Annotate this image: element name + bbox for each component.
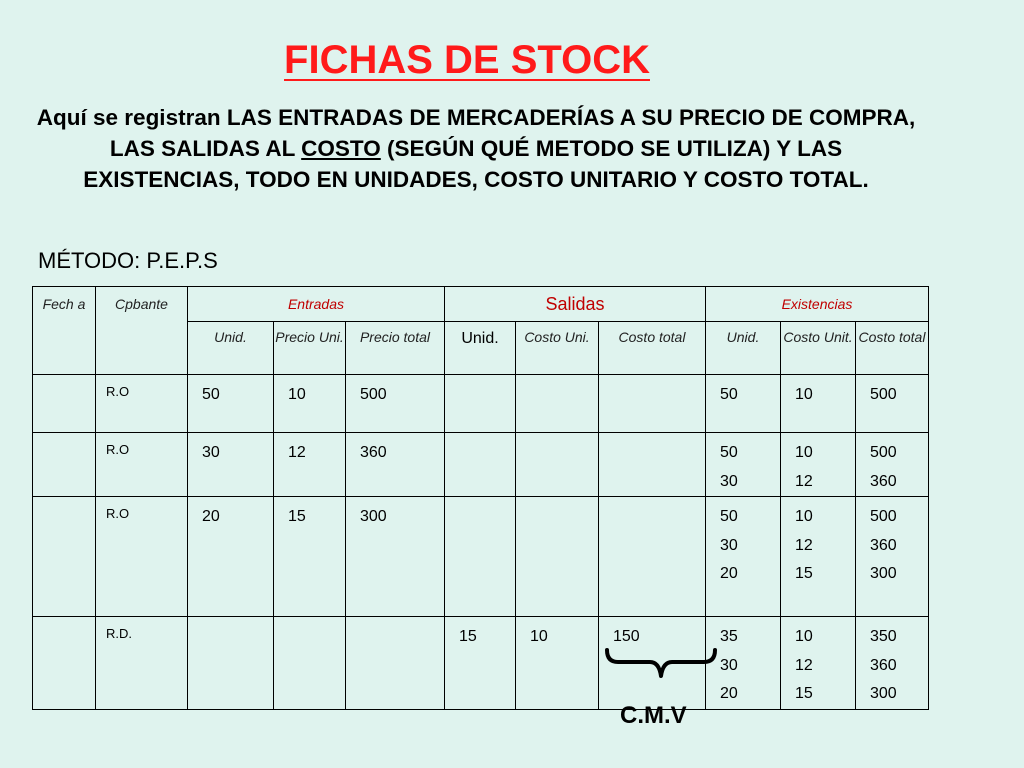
table-row [33, 433, 929, 497]
sal-total-cell [599, 433, 706, 497]
sal-unid-cell [445, 497, 516, 617]
sal-unid-cell [445, 375, 516, 433]
sub-header-sal-costo-total: Costo total [599, 322, 706, 375]
ent-precio-cell: 12 [274, 433, 346, 497]
ex-total-value: 360 [870, 472, 897, 490]
ex-total-value: 350 [870, 628, 897, 645]
cmv-label: C.M.V [620, 702, 687, 729]
fecha-cell [33, 433, 96, 497]
sub-header-ex-costo-total: Costo total [856, 322, 929, 375]
cpbante-cell: R.O [96, 497, 188, 617]
sal-unid-cell [445, 433, 516, 497]
ex-unid-value: 50 [720, 508, 738, 525]
ex-total-value: 300 [870, 565, 897, 582]
ex-costo-value: 12 [795, 472, 813, 490]
header-salidas: Salidas [445, 287, 706, 322]
ex-costo-value: 10 [795, 444, 813, 461]
ex-unid-cell [706, 497, 781, 617]
sal-costo-cell [516, 433, 599, 497]
ex-total-cell [856, 497, 929, 617]
ex-costo-cell [781, 375, 856, 433]
ex-costo-cell [781, 433, 856, 497]
intro-text [30, 102, 922, 195]
ex-total-cell [856, 375, 929, 433]
ex-unid-value: 30 [720, 536, 738, 554]
ex-unid-value: 50 [720, 444, 738, 461]
cpbante-cell: R.O [96, 433, 188, 497]
sal-total-cell: 150 [599, 617, 706, 710]
page-title: FICHAS DE STOCK [284, 38, 650, 82]
ex-total-value: 300 [870, 685, 897, 702]
sub-header-ent-precio-uni: Precio Uni. [274, 322, 346, 375]
ent-total-cell: 500 [346, 375, 445, 433]
intro-underlined-word: COSTO [301, 136, 381, 161]
ent-unid-cell: 30 [188, 433, 274, 497]
ex-costo-value: 10 [795, 386, 813, 403]
header-existencias: Existencias [706, 287, 929, 322]
ent-precio-cell [274, 617, 346, 710]
header-row [33, 287, 929, 322]
sal-costo-cell [516, 497, 599, 617]
sal-costo-cell: 10 [516, 617, 599, 710]
cpbante-cell: R.D. [96, 617, 188, 710]
ex-total-cell [856, 617, 929, 710]
ent-total-cell [346, 617, 445, 710]
ex-costo-value: 12 [795, 656, 813, 674]
ex-costo-value: 15 [795, 565, 813, 582]
ex-costo-value: 10 [795, 508, 813, 525]
ex-total-value: 500 [870, 386, 897, 403]
ex-total-value: 360 [870, 656, 897, 674]
sub-header-ent-unid: Unid. [188, 322, 274, 375]
sub-header-ex-unid: Unid. [706, 322, 781, 375]
cpbante-cell: R.O [96, 375, 188, 433]
table-row [33, 375, 929, 433]
sal-total-cell [599, 497, 706, 617]
ent-unid-cell [188, 617, 274, 710]
ex-unid-cell [706, 375, 781, 433]
ex-total-value: 360 [870, 536, 897, 554]
ex-unid-value: 35 [720, 628, 738, 645]
fecha-cell [33, 375, 96, 433]
ent-total-cell: 300 [346, 497, 445, 617]
ex-total-value: 500 [870, 444, 897, 461]
ex-total-value: 500 [870, 508, 897, 525]
ent-unid-cell: 20 [188, 497, 274, 617]
sal-costo-cell [516, 375, 599, 433]
ex-costo-cell [781, 617, 856, 710]
ent-total-cell: 360 [346, 433, 445, 497]
ent-unid-cell: 50 [188, 375, 274, 433]
stock-card-table [32, 286, 929, 710]
sal-total-cell [599, 375, 706, 433]
ex-unid-value: 30 [720, 472, 738, 490]
ex-costo-value: 10 [795, 628, 813, 645]
sub-header-ent-precio-total: Precio total [346, 322, 445, 375]
ent-precio-cell: 10 [274, 375, 346, 433]
sub-header-sal-unid: Unid. [445, 322, 516, 375]
method-label: MÉTODO: P.E.P.S [38, 248, 218, 273]
sub-header-sal-costo-uni: Costo Uni. [516, 322, 599, 375]
fecha-cell [33, 617, 96, 710]
intro-part-1: Aquí se registran LAS ENTRADAS DE MERCADERÍAS A SU PRECIO DE COMPRA, LAS SALIDAS AL [36, 105, 916, 161]
ex-unid-value: 50 [720, 386, 738, 403]
sub-header-ex-costo-unit: Costo Unit. [781, 322, 856, 375]
ex-costo-value: 15 [795, 685, 813, 702]
ex-unid-cell [706, 433, 781, 497]
table-row [33, 497, 929, 617]
header-fecha: Fech a [33, 287, 96, 375]
sal-unid-cell: 15 [445, 617, 516, 710]
ex-unid-value: 20 [720, 565, 738, 582]
header-cpbante: Cpbante [96, 287, 188, 375]
ex-costo-value: 12 [795, 536, 813, 554]
table-row [33, 617, 929, 710]
curly-brace-icon [604, 648, 718, 678]
ex-unid-value: 20 [720, 685, 738, 702]
header-entradas: Entradas [188, 287, 445, 322]
ex-costo-cell [781, 497, 856, 617]
ent-precio-cell: 15 [274, 497, 346, 617]
ex-total-cell [856, 433, 929, 497]
ex-unid-value: 30 [720, 656, 738, 674]
intro-part-2: (SEGÚN QUÉ METODO SE UTILIZA) Y LAS EXISTENCIAS, TODO EN UNIDADES, COSTO UNITARIO Y COSTO TOTAL. [83, 136, 869, 192]
fecha-cell [33, 497, 96, 617]
